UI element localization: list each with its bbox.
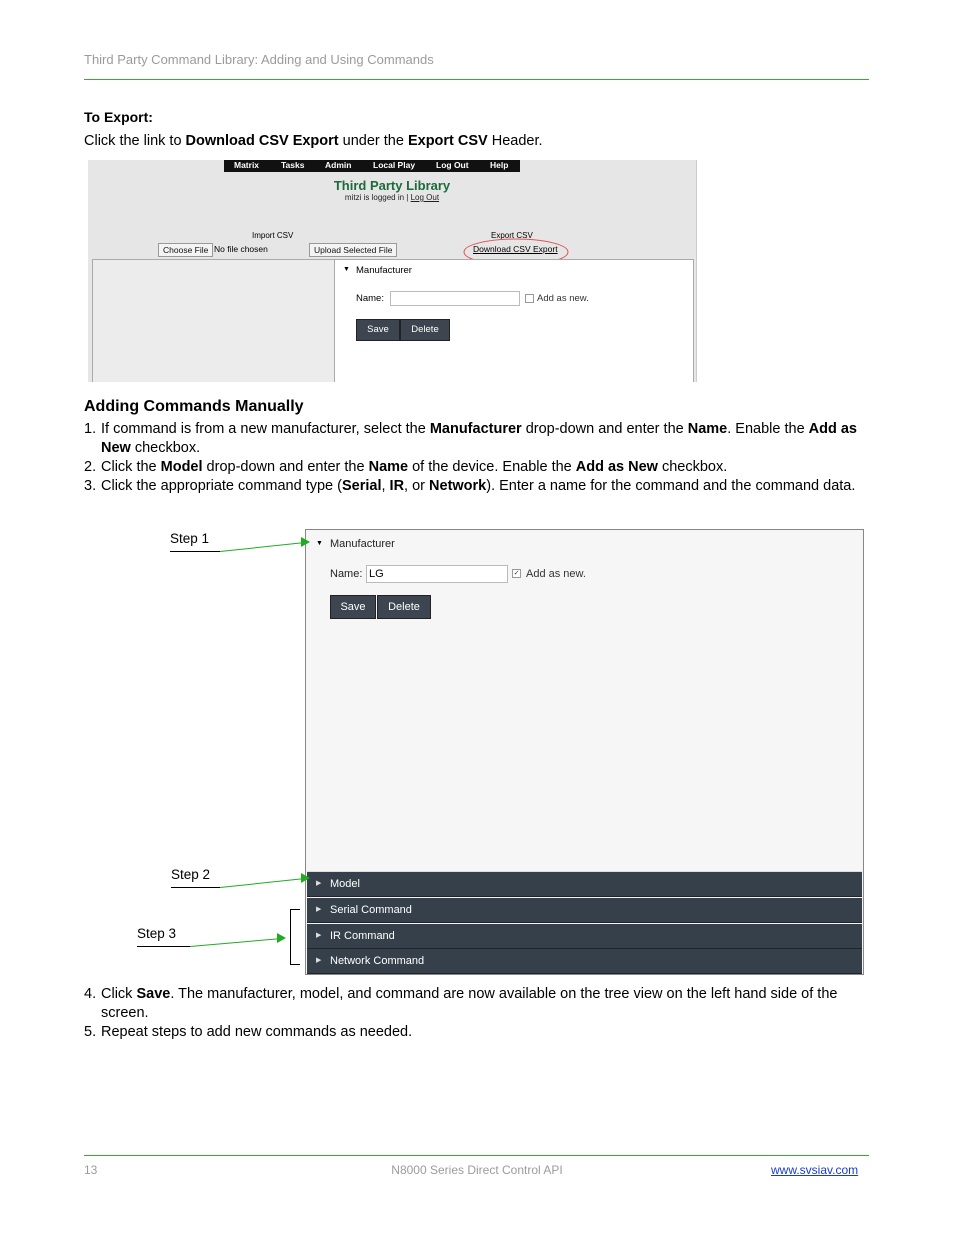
ir-command-bar[interactable]: ▶ IR Command xyxy=(307,924,862,949)
list-item: 2. Click the Model drop-down and enter the Name of the device. Enable the Add as New checkbox. xyxy=(84,459,728,475)
library-title: Third Party Library xyxy=(333,178,451,193)
serial-command-bar[interactable]: ▶ Serial Command xyxy=(307,898,862,923)
step-2-underline xyxy=(171,887,220,888)
manufacturer-label[interactable]: Manufacturer xyxy=(356,265,412,276)
nav-local-play[interactable]: Local Play xyxy=(373,160,416,170)
adding-heading: Adding Commands Manually xyxy=(84,398,304,415)
caret-down-icon: ▼ xyxy=(343,266,350,273)
manufacturer-panel xyxy=(307,531,862,872)
caret-right-icon: ▶ xyxy=(316,932,322,939)
upload-file-button[interactable]: Upload Selected File xyxy=(309,243,397,257)
top-nav-bar xyxy=(224,160,520,172)
arrowhead-icon xyxy=(277,933,286,943)
caret-right-icon: ▶ xyxy=(316,906,322,913)
add-as-new-checkbox[interactable]: ✓ xyxy=(513,570,520,577)
manufacturer-label[interactable]: Manufacturer xyxy=(330,538,395,550)
step-2-callout: Step 2 xyxy=(171,867,211,882)
page-number: 13 xyxy=(84,1163,98,1177)
step-1-arrow xyxy=(220,542,302,552)
no-file-status: No file chosen xyxy=(214,244,268,254)
export-screenshot xyxy=(88,160,697,382)
caret-down-icon: ▼ xyxy=(316,540,323,547)
name-field[interactable] xyxy=(390,291,520,306)
model-section-bar[interactable]: ▶ Model xyxy=(307,872,862,897)
running-header: Third Party Command Library: Adding and Using Commands xyxy=(84,52,434,67)
delete-button[interactable]: Delete xyxy=(377,595,431,619)
website-link[interactable]: www.svsiav.com xyxy=(771,1163,859,1177)
nav-help[interactable]: Help xyxy=(490,160,509,170)
footer-doc-title: N8000 Series Direct Control API xyxy=(391,1163,563,1177)
list-item: 4. Click Save. The manufacturer, model, and command are now available on the tree view on the left hand side of the screen. xyxy=(84,986,838,1021)
save-button[interactable]: Save xyxy=(356,319,400,341)
export-instruction: Click the link to Download CSV Export under the Export CSV Header. xyxy=(84,133,543,149)
logged-in-status: mitzi is logged in | Log Out xyxy=(344,193,440,202)
export-csv-label: Export CSV xyxy=(491,231,533,240)
delete-button[interactable]: Delete xyxy=(400,319,450,341)
arrowhead-icon xyxy=(301,537,310,547)
add-commands-screenshot xyxy=(305,529,864,975)
step-3-underline xyxy=(137,946,190,947)
footer-rule xyxy=(84,1155,869,1156)
arrowhead-icon xyxy=(301,873,310,883)
logout-link[interactable]: Log Out xyxy=(410,193,440,202)
name-field[interactable]: LG xyxy=(366,565,508,583)
save-button[interactable]: Save xyxy=(330,595,376,619)
export-heading: To Export: xyxy=(84,109,153,125)
nav-tasks[interactable]: Tasks xyxy=(281,160,305,170)
import-csv-label: Import CSV xyxy=(252,231,294,240)
tree-view-panel xyxy=(92,259,336,382)
add-as-new-label: Add as new. xyxy=(537,293,589,304)
step-3-arrow xyxy=(190,938,278,947)
step-1-callout: Step 1 xyxy=(170,531,210,546)
step-1-underline xyxy=(170,551,220,552)
list-item: 3. Click the appropriate command type (Serial, IR, or Network). Enter a name for the command and the command data. xyxy=(84,478,856,494)
caret-right-icon: ▶ xyxy=(316,957,322,964)
steps-list-2 xyxy=(84,985,869,1042)
step-3-callout: Step 3 xyxy=(137,926,177,941)
choose-file-button[interactable]: Choose File xyxy=(158,243,213,257)
steps-list-1 xyxy=(84,420,869,496)
add-as-new-label: Add as new. xyxy=(526,568,586,580)
nav-admin[interactable]: Admin xyxy=(325,160,352,170)
download-csv-link[interactable]: Download CSV Export xyxy=(473,244,558,254)
caret-right-icon: ▶ xyxy=(316,880,322,887)
list-item: 5. Repeat steps to add new commands as needed. xyxy=(84,1024,413,1040)
nav-log-out[interactable]: Log Out xyxy=(436,160,469,170)
name-label: Name: xyxy=(356,293,384,304)
add-as-new-checkbox[interactable] xyxy=(525,294,534,303)
network-command-bar[interactable]: ▶ Network Command xyxy=(307,949,862,974)
step-3-bracket xyxy=(290,909,300,965)
edit-panel xyxy=(334,259,694,382)
nav-matrix[interactable]: Matrix xyxy=(234,160,260,170)
step-2-arrow xyxy=(220,878,302,888)
header-rule xyxy=(84,79,869,80)
name-label: Name: xyxy=(330,568,363,580)
list-item: 1. If command is from a new manufacturer, select the Manufacturer drop-down and enter the Name. Enable the Add as New checkbox. xyxy=(84,421,857,456)
